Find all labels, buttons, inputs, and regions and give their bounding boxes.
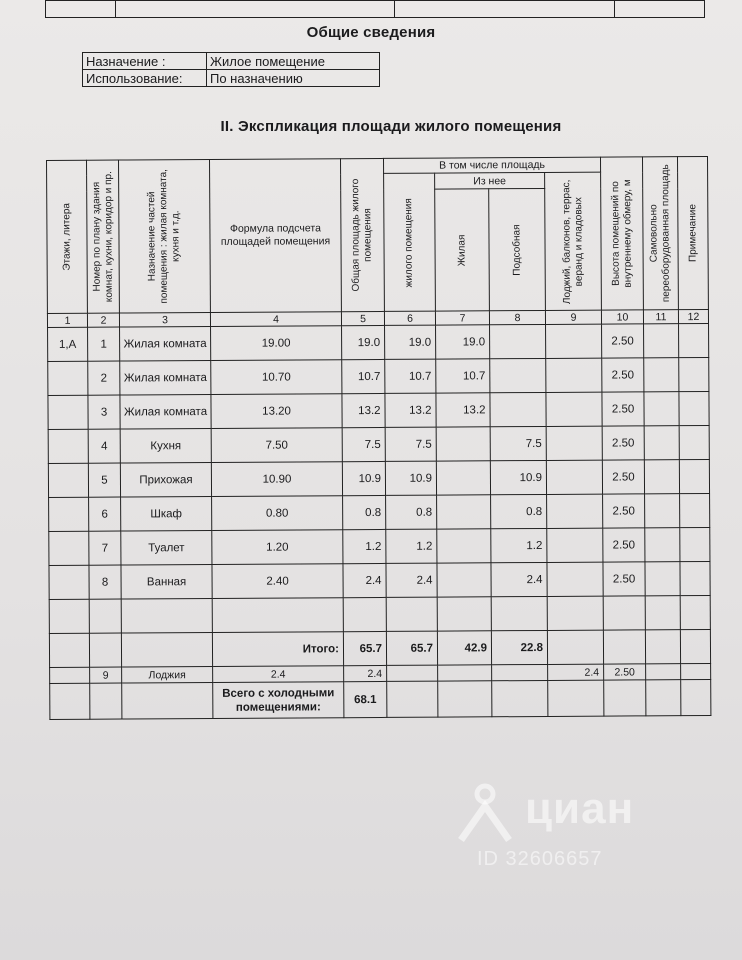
- room-incl-area: 10.7: [385, 359, 436, 393]
- room-no: 8: [89, 565, 121, 599]
- room-aux-area: 1.2: [491, 528, 547, 562]
- watermark: [455, 780, 685, 890]
- watermark-id: ID 32606657: [477, 848, 603, 870]
- header-floor: Этажи, литера: [47, 160, 88, 313]
- loggia-formula: 2.4: [213, 666, 344, 683]
- header-total-area: Общая площадь жилого помещения: [340, 158, 384, 311]
- room-incl-area: 19.0: [385, 325, 436, 359]
- room-formula: 10.90: [211, 462, 342, 497]
- room-name: Прихожая: [120, 462, 211, 497]
- header-self-reequip: Самовольно переоборудованная площадь: [642, 157, 678, 310]
- floor: [48, 463, 88, 497]
- floor: [49, 497, 89, 531]
- header-auxiliary: Подсобная: [489, 188, 546, 310]
- header-height: Высота помещений по внутреннему обмеру, м: [600, 157, 643, 310]
- floor: [48, 361, 88, 395]
- info-key: Назначение :: [83, 53, 207, 70]
- room-total-area: 10.7: [342, 359, 385, 393]
- room-note: [679, 357, 709, 391]
- room-living-area: [436, 461, 490, 495]
- room-aux-area: [490, 392, 546, 426]
- room-incl-area: 2.4: [386, 563, 437, 597]
- room-height: 2.50: [603, 528, 645, 562]
- room-loggia-area: [546, 460, 602, 494]
- room-note: [679, 323, 709, 357]
- col-number: 5: [341, 311, 384, 325]
- room-name: Шкаф: [121, 496, 212, 531]
- header-of-which: Из нее: [435, 172, 545, 189]
- room-name: Туалет: [121, 530, 212, 565]
- totals-living: 42.9: [437, 631, 491, 665]
- explication-table: [46, 156, 711, 720]
- room-row: [48, 391, 709, 429]
- room-note: [680, 561, 710, 595]
- watermark-brand: циан: [525, 784, 635, 833]
- room-aux-area: [490, 324, 546, 358]
- header-loggia: Лоджий, балконов, террас, веранд и кладовых: [545, 172, 602, 310]
- room-no: 1: [88, 327, 120, 361]
- info-row-purpose: [83, 53, 380, 70]
- previous-table-fragment: [45, 0, 705, 18]
- header-living-room-area: жилого помещения: [384, 173, 436, 311]
- cian-logo-icon: [455, 780, 515, 850]
- room-height: 2.50: [602, 426, 644, 460]
- floor: [49, 565, 89, 599]
- room-self-reequip: [645, 562, 680, 596]
- room-formula: 2.40: [212, 564, 343, 599]
- col-number: 3: [119, 312, 210, 327]
- totals-total: 65.7: [343, 631, 386, 665]
- room-loggia-area: [546, 426, 602, 460]
- room-self-reequip: [644, 460, 679, 494]
- room-total-area: 13.2: [342, 393, 385, 427]
- room-note: [680, 493, 710, 527]
- totals-row: [49, 629, 710, 667]
- room-total-area: 7.5: [342, 427, 385, 461]
- room-aux-area: 0.8: [491, 494, 547, 528]
- col-number: 11: [643, 310, 678, 324]
- room-name: Ванная: [121, 564, 212, 599]
- room-formula: 1.20: [212, 530, 343, 565]
- room-self-reequip: [644, 358, 679, 392]
- room-living-area: [436, 427, 490, 461]
- room-rows: [48, 323, 711, 599]
- room-row: [49, 527, 710, 565]
- room-name: Жилая комната: [120, 394, 211, 429]
- explication-title: II. Экспликация площади жилого помещения: [220, 118, 562, 135]
- room-loggia-area: [546, 324, 602, 358]
- room-incl-area: 10.9: [385, 461, 436, 495]
- room-row: [49, 493, 710, 531]
- room-name: Жилая комната: [120, 326, 211, 361]
- header-note: Примечание: [677, 156, 708, 309]
- room-note: [680, 527, 710, 561]
- header-living: Жилая: [435, 189, 490, 311]
- info-row-usage: [83, 70, 380, 87]
- totals-incl: 65.7: [386, 631, 437, 665]
- floor: [49, 531, 89, 565]
- room-total-area: 2.4: [343, 563, 386, 597]
- col-number: 1: [47, 313, 87, 327]
- header-formula: Формула подсчета площадей помещения: [210, 159, 342, 313]
- room-no: 6: [89, 497, 121, 531]
- room-no: 7: [89, 531, 121, 565]
- room-height: 2.50: [603, 562, 645, 596]
- room-no: 5: [88, 463, 120, 497]
- room-aux-area: 7.5: [490, 426, 546, 460]
- grand-total-value: 68.1: [344, 681, 387, 717]
- room-incl-area: 1.2: [386, 529, 437, 563]
- room-incl-area: 13.2: [385, 393, 436, 427]
- room-incl-area: 0.8: [386, 495, 437, 529]
- room-name: Жилая комната: [120, 360, 211, 395]
- room-loggia-area: [546, 392, 602, 426]
- room-living-area: [437, 495, 491, 529]
- room-height: 2.50: [602, 460, 644, 494]
- general-info-table: [82, 52, 380, 87]
- room-living-area: [437, 529, 491, 563]
- room-no: 2: [88, 361, 120, 395]
- empty-row: [49, 595, 710, 633]
- room-self-reequip: [644, 426, 679, 460]
- room-self-reequip: [644, 392, 679, 426]
- room-no: 3: [88, 395, 120, 429]
- info-value: Жилое помещение: [207, 53, 380, 70]
- room-loggia-area: [547, 528, 603, 562]
- general-info-title: Общие сведения: [306, 24, 436, 41]
- floor: [48, 429, 88, 463]
- room-formula: 0.80: [212, 496, 343, 531]
- loggia-area: 2.4: [548, 664, 604, 680]
- col-number: 10: [601, 310, 643, 324]
- room-living-area: 19.0: [436, 325, 490, 359]
- room-living-area: 10.7: [436, 359, 490, 393]
- room-name: Кухня: [120, 428, 211, 463]
- room-note: [679, 459, 709, 493]
- room-total-area: 0.8: [343, 495, 386, 529]
- room-loggia-area: [547, 562, 603, 596]
- room-formula: 10.70: [211, 360, 342, 395]
- col-number: 12: [678, 309, 708, 323]
- room-note: [679, 425, 709, 459]
- loggia-total: 2.4: [344, 665, 387, 681]
- room-row: [48, 425, 709, 463]
- room-height: 2.50: [602, 324, 644, 358]
- room-aux-area: 10.9: [490, 460, 546, 494]
- loggia-no: 9: [90, 667, 122, 683]
- room-total-area: 10.9: [342, 461, 385, 495]
- room-living-area: 13.2: [436, 393, 490, 427]
- room-loggia-area: [547, 494, 603, 528]
- totals-label: Итого:: [212, 632, 343, 667]
- room-formula: 7.50: [211, 428, 342, 463]
- room-formula: 13.20: [211, 394, 342, 429]
- room-height: 2.50: [602, 392, 644, 426]
- grand-total-row: [50, 679, 711, 719]
- room-row: [49, 561, 710, 599]
- col-number: 6: [384, 311, 435, 325]
- room-self-reequip: [644, 324, 679, 358]
- info-value: По назначению: [207, 70, 380, 87]
- col-number: 8: [489, 310, 545, 324]
- room-no: 4: [88, 429, 120, 463]
- room-aux-area: [490, 358, 546, 392]
- col-number: 2: [87, 313, 119, 327]
- room-height: 2.50: [602, 358, 644, 392]
- room-self-reequip: [645, 494, 680, 528]
- col-number: 4: [210, 312, 341, 327]
- floor: 1,А: [48, 327, 88, 361]
- info-key: Использование:: [83, 70, 207, 87]
- col-number: 9: [545, 310, 601, 324]
- room-formula: 19.00: [211, 326, 342, 361]
- room-total-area: 19.0: [342, 325, 385, 359]
- room-self-reequip: [645, 528, 680, 562]
- col-number: 7: [435, 311, 489, 325]
- room-living-area: [437, 563, 491, 597]
- room-height: 2.50: [603, 494, 645, 528]
- header-room-no: Номер по плану здания комнат, кухни, коридор и пр.: [87, 160, 120, 313]
- room-incl-area: 7.5: [385, 427, 436, 461]
- room-row: [48, 357, 709, 395]
- room-row: [48, 323, 709, 361]
- room-total-area: 1.2: [343, 529, 386, 563]
- room-note: [679, 391, 709, 425]
- room-loggia-area: [546, 358, 602, 392]
- grand-total-label: Всего с холодными помещениями:: [213, 682, 344, 719]
- loggia-name: Лоджия: [122, 666, 213, 683]
- loggia-height: 2.50: [604, 664, 646, 680]
- room-aux-area: 2.4: [491, 562, 547, 596]
- floor: [48, 395, 88, 429]
- header-purpose: Назначение частей помещения : жилая комната, кухня и т.д.: [119, 160, 211, 314]
- totals-aux: 22.8: [491, 630, 547, 664]
- room-row: [48, 459, 709, 497]
- header-incl-area: В том числе площадь: [383, 157, 600, 173]
